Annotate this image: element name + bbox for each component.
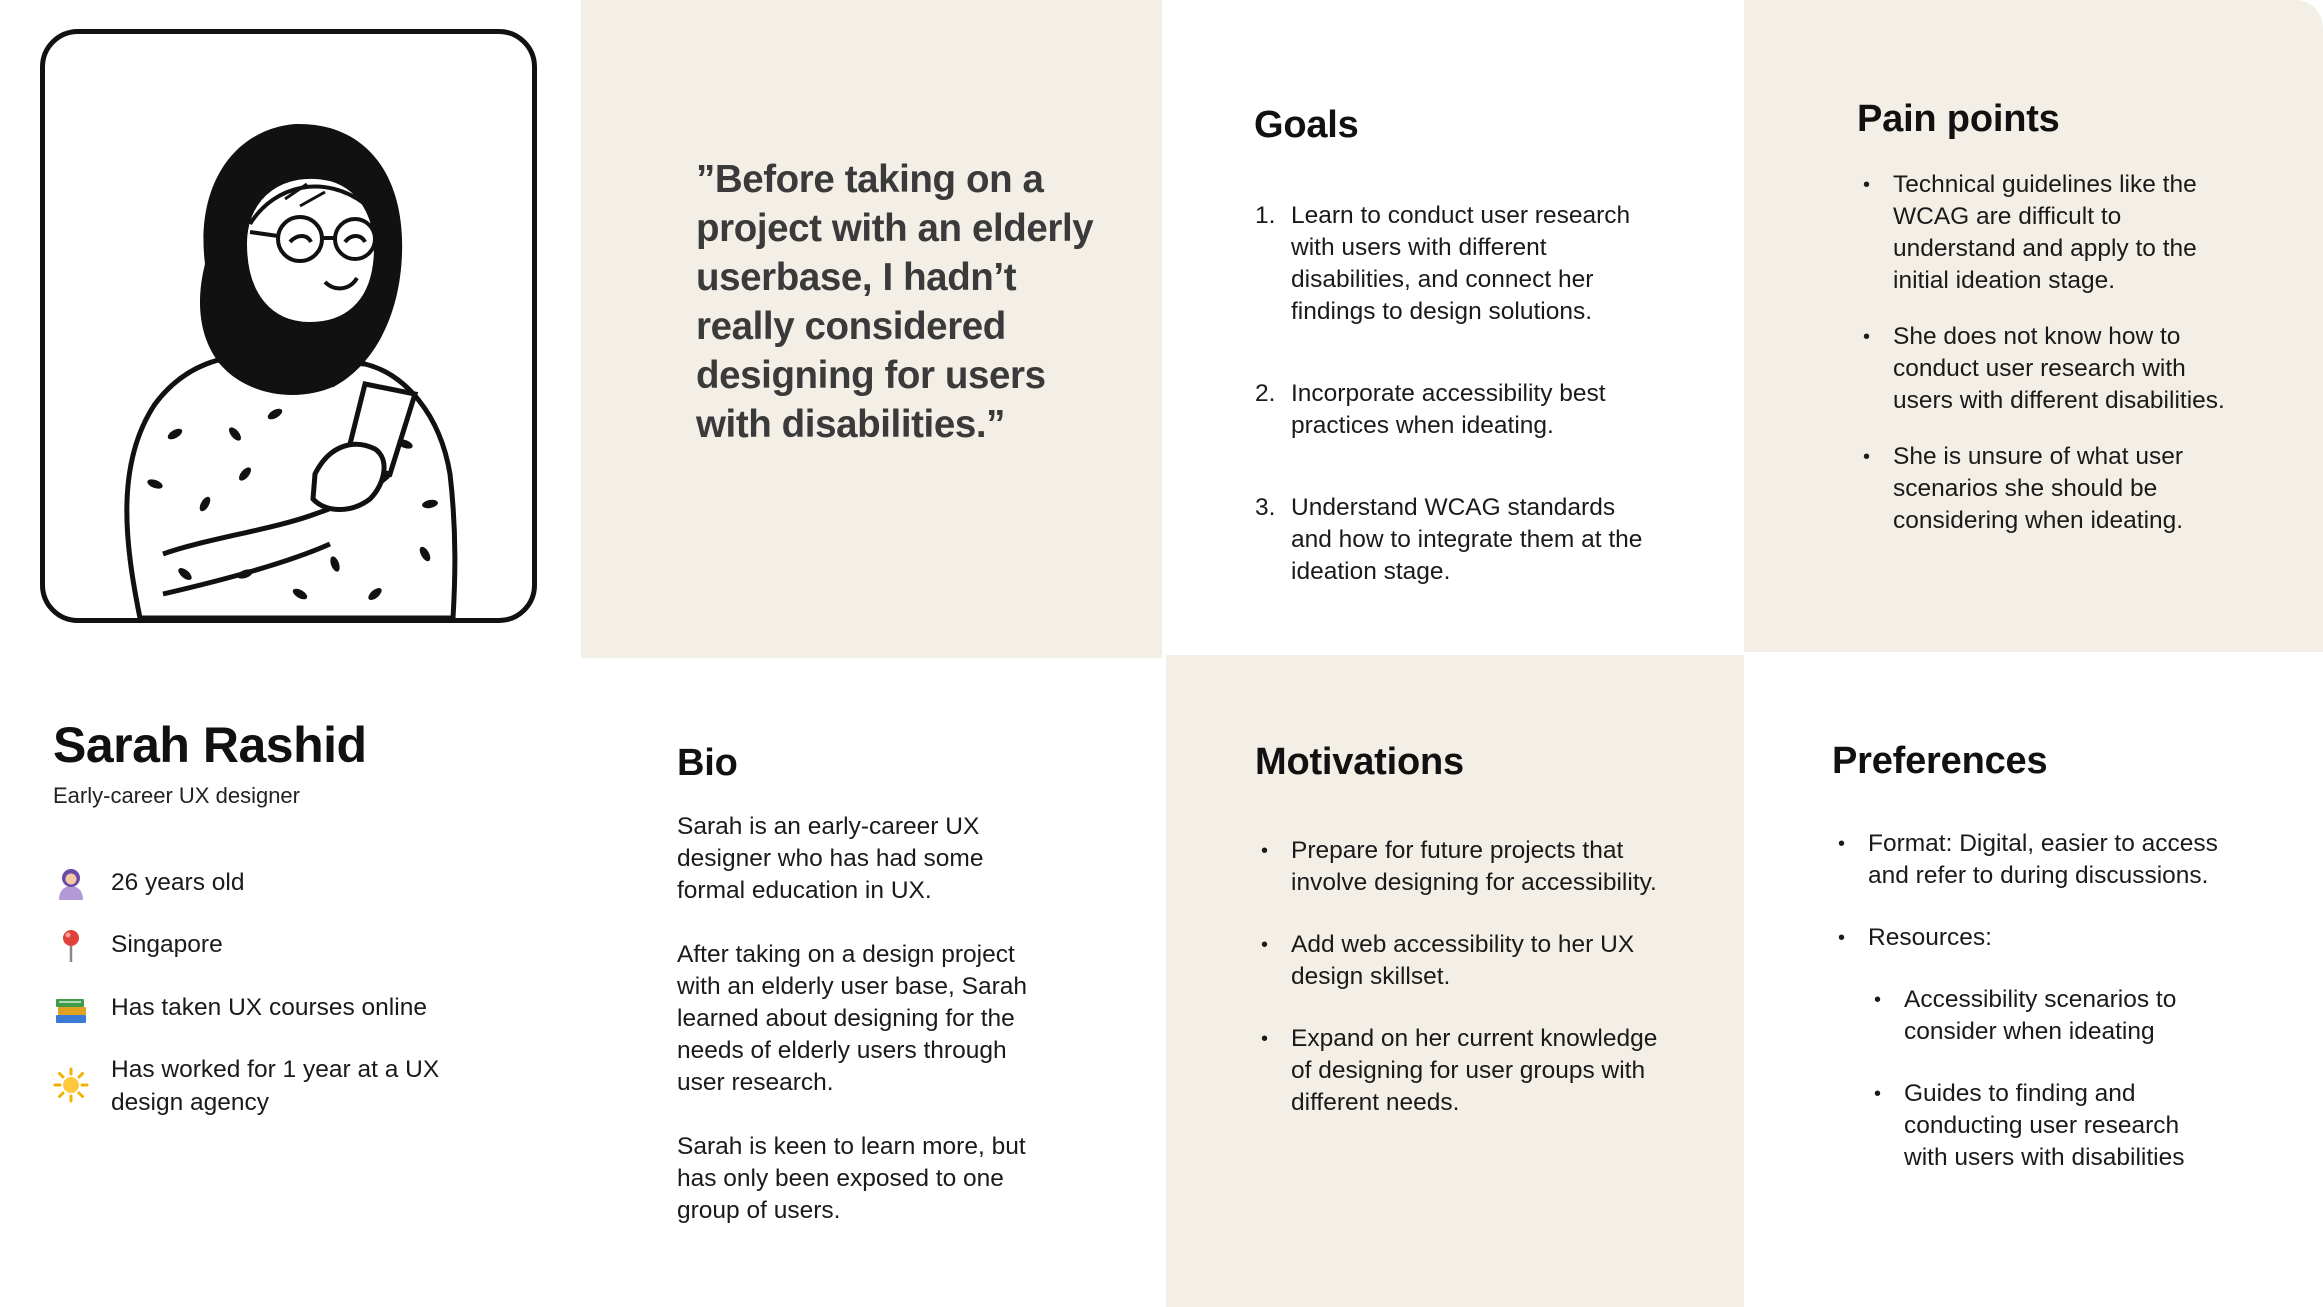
goals-title: Goals <box>1254 104 1359 146</box>
motivation-item: • Expand on her current knowledge of designing for user groups with different needs. <box>1255 1023 1665 1119</box>
goals-list <box>1255 200 1655 588</box>
person-hijab-icon <box>53 866 89 902</box>
pain-point-item: • She does not know how to conduct user research with users with different disabilities. <box>1857 321 2227 417</box>
persona-quote: ”Before taking on a project with an elderly userbase, I hadn’t really considered designing for users with disabilities.” <box>696 158 1094 446</box>
pain-points-title: Pain points <box>1857 98 2060 140</box>
motivation-item: • Prepare for future projects that involve designing for accessibility. <box>1255 835 1665 899</box>
motivations-list <box>1255 835 1665 1119</box>
persona-name: Sarah Rashid <box>53 717 367 773</box>
bio-title: Bio <box>677 742 738 784</box>
fact-location: Singapore <box>53 928 483 961</box>
goal-item: 3. Understand WCAG standards and how to integrate them at the ideation stage. <box>1255 494 1643 585</box>
preferences-title: Preferences <box>1832 740 2048 782</box>
pain-point-item: • She is unsure of what user scenarios she should be considering when ideating. <box>1857 441 2227 537</box>
pain-point-item: • Technical guidelines like the WCAG are difficult to understand and apply to the initial ideation stage. <box>1857 169 2227 297</box>
goal-item: 2. Incorporate accessibility best practices when ideating. <box>1255 380 1606 439</box>
preference-item: • Format: Digital, easier to access and refer to during discussions. <box>1832 828 2232 892</box>
persona-facts <box>53 866 483 1119</box>
motivations-title: Motivations <box>1255 741 1464 783</box>
bio-text <box>677 811 1057 1259</box>
bio-paragraph: Sarah is keen to learn more, but has only been exposed to one group of users. <box>677 1133 1026 1224</box>
pain-points-list <box>1857 169 2227 537</box>
fact-age: 26 years old <box>53 866 483 899</box>
goal-item: 1. Learn to conduct user research with users with different disabilities, and connect her findings to design solutions. <box>1255 202 1631 325</box>
books-icon <box>53 991 89 1027</box>
woman-hijab-illustration <box>45 34 532 618</box>
pin-icon <box>53 928 89 964</box>
bio-paragraph: After taking on a design project with an elderly user base, Sarah learned about designing for the needs of elderly users through user research. <box>677 941 1027 1096</box>
preference-item: • Resources: • Accessibility scenarios to consider when ideating • Guides to finding and conducting user research with users with disabilities <box>1832 922 2232 1174</box>
motivation-item: • Add web accessibility to her UX design skillset. <box>1255 929 1665 993</box>
persona-role: Early-career UX designer <box>53 783 300 808</box>
preferences-list <box>1832 828 2232 1174</box>
fact-experience: Has worked for 1 year at a UX design agency <box>53 1053 483 1119</box>
fact-courses: Has taken UX courses online <box>53 991 483 1024</box>
bio-paragraph: Sarah is an early-career UX designer who has had some formal education in UX. <box>677 813 984 904</box>
resource-item: • Accessibility scenarios to consider when ideating <box>1868 984 2228 1048</box>
persona-avatar <box>40 29 537 623</box>
resources-list <box>1868 984 2228 1174</box>
sun-icon <box>53 1067 89 1103</box>
resource-item: • Guides to finding and conducting user research with users with disabilities <box>1868 1078 2228 1174</box>
